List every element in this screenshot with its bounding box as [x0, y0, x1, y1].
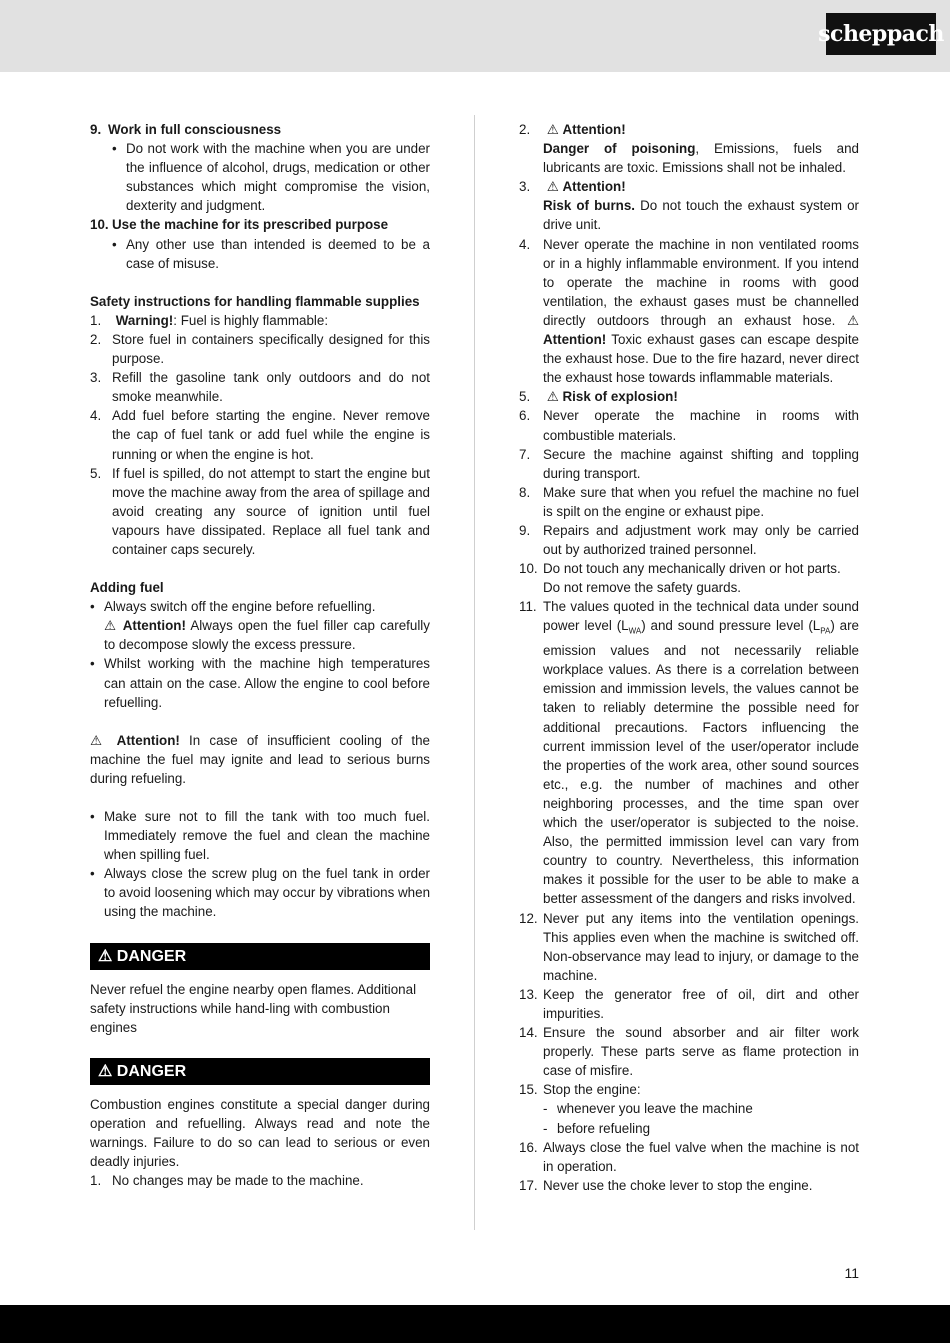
danger-text: Never refuel the engine nearby open flames. Additional safety instructions while hand-ling with combustion engines — [90, 981, 417, 1035]
warning-icon: ⚠ — [98, 1062, 113, 1080]
page-number: 11 — [844, 1265, 859, 1281]
list-item: 7. Secure the machine against shifting and toppling during transport. — [519, 446, 859, 481]
warning-icon: ⚠ — [546, 179, 559, 195]
warning-icon: ⚠ — [98, 947, 113, 965]
warning-icon: ⚠ — [546, 389, 559, 405]
flammable-list — [90, 311, 430, 559]
list-item: 2. Store fuel in containers specifically designed for this purpose. — [90, 331, 430, 367]
list-item: 8. Make sure that when you refuel the machine no fuel is spilt on the engine or exhaust pipe. — [519, 484, 859, 519]
section-heading: Safety instructions for handling flammable supplies — [90, 293, 420, 309]
bullet-item: • Always switch off the engine before refuelling. ⚠ Attention! Always open the fuel filler cap carefully to decompose slowly the excess pressure. — [90, 599, 430, 653]
list-item: 12. Never put any items into the ventilation openings. This applies even when the machine is switched off. Non-observance may lead to injury, or damage to the machine. — [519, 910, 859, 983]
left-column — [90, 120, 430, 1190]
list-item: 10. Do not touch any mechanically driven or hot parts. Do not remove the safety guards. — [519, 561, 841, 596]
list-item: 11. The values quoted in the technical data under sound power level $(L_{WA})$ and sound pressure level $(L_{PA})$ are emission values and not necessarily reliable workplace values. As there is a correlation between emission and immission levels, the values cannot be taken to reliably determine the possible need for additional precautions. Factors influencing the current immission level of the user/operator include the properties of the work area, other sound sources etc., e.g. the number of machines and other neighboring processes, and the time span over which the user/operator is subjected to the noise. Also, the permitted immission level can vary from country to country. Nevertheless, this information makes it possible for the user to be able to make a better assessment of the dangers and risks involved. — [519, 599, 859, 907]
attention-paragraph: ⚠ Attention! In case of insufficient cooling of the machine the fuel may ignite and lead to serious burns during refueling. — [90, 732, 430, 786]
right-column — [519, 120, 859, 1195]
list-item: 5. ⚠ Risk of explosion! — [519, 389, 678, 405]
danger-text: Combustion engines constitute a special danger during operation and refuelling. Always read and note the warnings. Failure to do so can lead to serious or even deadly injuries. — [90, 1096, 430, 1170]
item-title: Work in full consciousness — [108, 122, 282, 137]
list-item: 9. Repairs and adjustment work may only be carried out by authorized trained personnel. — [519, 522, 859, 558]
list-item: 9. Work in full consciousness — [90, 120, 430, 139]
bullet-item: • Make sure not to fill the tank with too much fuel. Immediately remove the fuel and clean the machine when spilling fuel. — [90, 809, 430, 863]
list-item: 6. Never operate the machine in rooms with combustible materials. — [519, 408, 859, 443]
list-item: 5. If fuel is spilled, do not attempt to start the engine but move the machine away from the area of spillage and avoid creating any source of ignition until fuel vapours have dissipated. Replace all fuel tank and container caps securely. — [90, 465, 430, 557]
warning-icon: ⚠ — [104, 618, 118, 634]
bullet-item: • Always close the screw plug on the fuel tank in order to avoid loosening which may occur by vibrations when using the machine. — [90, 866, 431, 920]
list-item: 4. Never operate the machine in non ventilated rooms or in a highly inflammable environment. If you intend to operate the machine in rooms with good ventilation, the exhaust gases must be channelled directly outdoors through an exhaust hose. ⚠ Attention! Toxic exhaust gases can escape despite the exhaust hose. Due to the fire hazard, never direct the exhaust hose towards inflammable materials. — [519, 236, 859, 386]
warning-icon: ⚠ — [546, 122, 559, 137]
list-item: 1. Warning!: Fuel is highly flammable: — [90, 312, 329, 328]
warning-icon: ⚠ — [846, 312, 859, 328]
list-item: 2. ⚠ Attention! Danger of poisoning, Emissions, fuels and lubricants are toxic. Emissions shall not be inhaled. — [519, 122, 859, 176]
list-item: 3. Refill the gasoline tank only outdoors and do not smoke meanwhile. — [90, 370, 430, 405]
list-item: 17. Never use the choke lever to stop the engine. — [519, 1177, 813, 1193]
danger-banner: ⚠ DANGER — [90, 1058, 430, 1085]
warning-icon: ⚠ — [90, 732, 108, 748]
bullet-item: • Any other use than intended is deemed to be a case of misuse. — [112, 236, 430, 271]
list-item: 4. Add fuel before starting the engine. Never remove the cap of fuel tank or add fuel while the engine is running or when the engine is hot. — [90, 408, 430, 462]
bullet-item: • Whilst working with the machine high temperatures can attain on the case. Allow the engine to cool before refuelling. — [90, 656, 430, 710]
list-item: 13. Keep the generator free of oil, dirt and other impurities. — [519, 986, 859, 1021]
section-heading: Adding fuel — [90, 580, 164, 596]
list-item: 14. Ensure the sound absorber and air filter work properly. These parts serve as flame protection in case of misfire. — [519, 1025, 859, 1079]
page-footer-bar — [0, 1305, 950, 1343]
danger-banner: ⚠ DANGER — [90, 943, 430, 970]
list-item: 1. No changes may be made to the machine. — [90, 1173, 364, 1189]
page-header — [0, 0, 950, 72]
bullet-item: • Do not work with the machine when you are under the influence of alcohol, drugs, medication or other substances which might compromise the vision, dexterity and judgment. — [112, 141, 430, 214]
list-item: 16. Always close the fuel valve when the machine is not in operation. — [519, 1139, 859, 1174]
column-divider — [474, 115, 475, 1230]
list-item: 10. Use the machine for its prescribed purpose — [90, 215, 430, 234]
list-item: 3. ⚠ Attention! Risk of burns. Do not touch the exhaust system or drive unit. — [519, 179, 859, 233]
dash-item: - before refueling — [543, 1120, 651, 1136]
dash-item: - whenever you leave the machine — [543, 1101, 753, 1117]
list-item: 15. Stop the engine: — [519, 1082, 641, 1098]
brand-logo: scheppach — [826, 13, 936, 55]
item-title: Use the machine for its prescribed purpose — [112, 217, 389, 233]
